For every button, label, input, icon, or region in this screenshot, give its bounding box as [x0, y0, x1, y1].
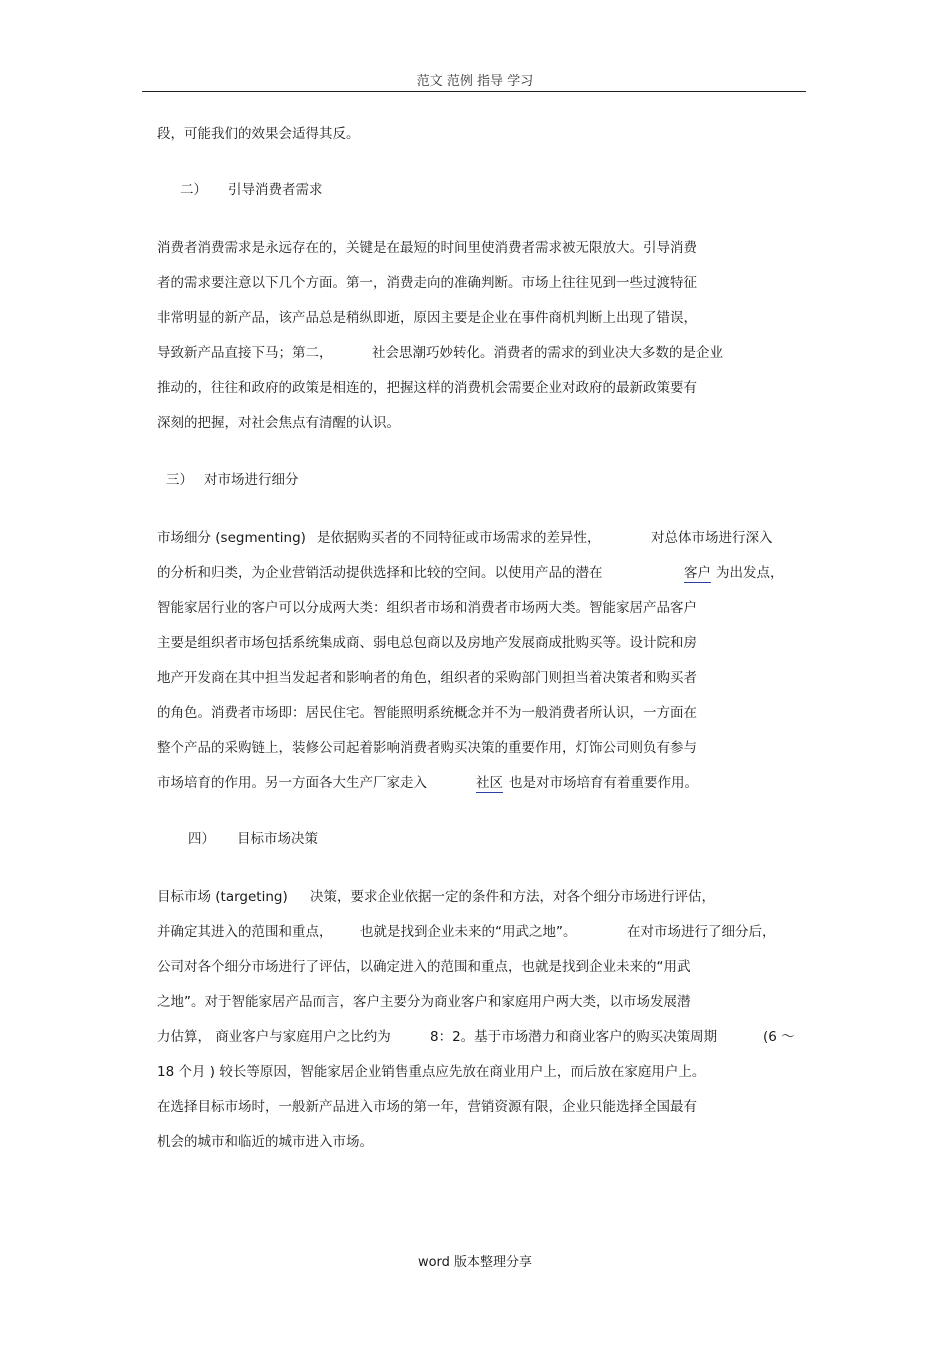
section3-line1-middle: 是依据购买者的不同特征或市场需求的差异性， [317, 530, 601, 546]
section4-line1-end: 决策，要求企业依据一定的条件和方法，对各个细分市场进行评估， [310, 889, 715, 905]
section3-last-start: 市场培育的作用。另一方面各大生产厂家走入 [157, 775, 427, 791]
section4-line: 之地”。对于智能家居产品而言，客户主要分为商业客户和家庭用户两大类，以市场发展潜 [157, 994, 691, 1010]
section2-line: 消费者消费需求是永远存在的，关键是在最短的时间里使消费者需求被无限放大。引导消费 [157, 240, 697, 256]
section4-line: 机会的城市和临近的城市进入市场。 [157, 1134, 373, 1150]
section4-line: 在选择目标市场时，一般新产品进入市场的第一年，营销资源有限，企业只能选择全国最有 [157, 1099, 697, 1115]
section4-line1-start: 目标市场 (targeting) [157, 889, 288, 905]
section2-line: 者的需求要注意以下几个方面。第一，消费走向的准确判断。市场上往往见到一些过渡特征 [157, 275, 697, 291]
section3-line2-start: 的分析和归类，为企业营销活动提供选择和比较的空间。以使用产品的潜在 [157, 565, 603, 581]
section3-line: 整个产品的采购链上，装修公司起着影响消费者购买决策的重要作用，灯饰公司则负有参与 [157, 740, 697, 756]
section4-line2-start: 并确定其进入的范围和重点， [157, 924, 333, 940]
section4-line2-middle: 也就是找到企业未来的“用武之地”。 [360, 924, 577, 940]
section2-line: 推动的，往往和政府的政策是相连的，把握这样的消费机会需要企业对政府的最新政策要有 [157, 380, 697, 396]
section3-number: 三） [166, 472, 193, 488]
section2-number: 二） [180, 182, 207, 198]
section4-number: 四） [188, 831, 215, 847]
section4-line5-middle: 8：2。基于市场潜力和商业客户的购买决策周期 [430, 1029, 718, 1045]
section3-line: 的角色。消费者市场即：居民住宅。智能照明系统概念并不为一般消费者所认识，一方面在 [157, 705, 697, 721]
section3-line1-start: 市场细分 (segmenting) [157, 530, 306, 546]
page-footer: word 版本整理分享 [417, 1255, 533, 1270]
section4-line5-start: 力估算， 商业客户与家庭用户之比约为 [157, 1029, 391, 1045]
section3-title: 对市场进行细分 [204, 472, 299, 488]
section2-line: 深刻的把握，对社会焦点有清醒的认识。 [157, 415, 400, 431]
section3-line: 主要是组织者市场包括系统集成商、弱电总包商以及房地产发展商成批购买等。设计院和房 [157, 635, 697, 651]
section2-line: 导致新产品直接下马；第二， [157, 345, 333, 361]
section3-line1-end: 对总体市场进行深入 [651, 530, 773, 546]
section4-line2-end: 在对市场进行了细分后， [627, 924, 776, 940]
section3-line2-end: 为出发点， [716, 565, 784, 581]
section2-line: 非常明显的新产品，该产品总是稍纵即逝，原因主要是企业在事件商机判断上出现了错误， [157, 310, 697, 326]
section3-line: 地产开发商在其中担当发起者和影响者的角色，组织者的采购部门则担当着决策者和购买者 [157, 670, 697, 686]
link-customer[interactable] [684, 564, 711, 582]
section2-line: 社会思潮巧妙转化。消费者的需求的到业决大多数的是企业 [372, 345, 723, 361]
link-customer-text[interactable]: 客户 [684, 565, 711, 581]
section3-last-end: 也是对市场培育有着重要作用。 [509, 775, 698, 791]
section4-line: 18 个月 ) 较长等原因，智能家居企业销售重点应先放在商业用户上，而后放在家庭用户上。 [157, 1064, 706, 1080]
intro-line: 段，可能我们的效果会适得其反。 [157, 126, 360, 142]
section4-line5-end: (6 ～ [763, 1029, 795, 1045]
section2-title: 引导消费者需求 [228, 182, 323, 198]
header-divider [142, 91, 806, 92]
section4-line: 公司对各个细分市场进行了评估，以确定进入的范围和重点，也就是找到企业未来的“用武 [157, 959, 691, 975]
page-header: 范文 范例 指导 学习 [416, 74, 534, 89]
section4-title: 目标市场决策 [237, 831, 318, 847]
link-community[interactable] [476, 774, 503, 792]
link-community-text[interactable]: 社区 [476, 775, 503, 791]
section3-line: 智能家居行业的客户可以分成两大类：组织者市场和消费者市场两大类。智能家居产品客户 [157, 600, 697, 616]
